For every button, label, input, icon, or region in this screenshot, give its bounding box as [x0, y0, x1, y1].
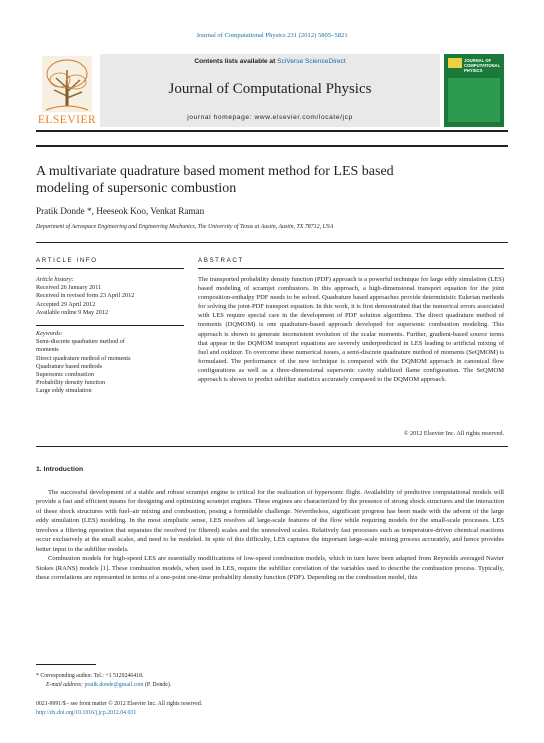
cover-badge	[448, 58, 462, 68]
affiliation-rule	[36, 242, 508, 243]
author-affiliation: Department of Aerospace Engineering and Engineering Mechanics, The University of Texas at Austin, Austin, TX 78712, USA	[36, 224, 334, 230]
history-accepted: Accepted 29 April 2012	[36, 300, 96, 308]
sciencedirect-link[interactable]: SciVerse ScienceDirect	[277, 58, 346, 65]
keyword: moments	[36, 346, 59, 354]
email-label: E-mail address:	[46, 682, 85, 688]
copyright: © 2012 Elsevier Inc. All rights reserved.	[403, 430, 504, 437]
keyword: Probability density function	[36, 379, 106, 387]
header-rule	[36, 130, 508, 132]
corresponding-author-note: * Corresponding author. Tel.: +1 5129246418.	[36, 673, 144, 679]
contents-prefix: Contents lists available at	[194, 58, 278, 65]
footnote-rule	[36, 664, 96, 665]
title-line-2: modeling of supersonic combustion	[36, 181, 237, 196]
contents-line	[100, 58, 440, 65]
issn-line: 0021-9991/$ - see front matter © 2012 Elsevier Inc. All rights reserved.	[36, 701, 203, 707]
journal-homepage[interactable]: journal homepage: www.elsevier.com/locate/jcp	[187, 114, 353, 121]
intro-paragraph-2: Combustion models for high-speed LES are essentially modifications of low-speed combustion models, which in turn have been adapted from Reynolds averaged Navier Stokes (RANS) models [1]. These combustion models, when used in LES, require the subfilter correlation of the variables used to describe the combustion process. Typically, these correlations are represented in terms of a one-point one-time probability density function (PDF). Depending on the combustion model, this	[36, 555, 504, 582]
history-revised: Received in revised form 23 April 2012	[36, 292, 135, 300]
history-online: Available online 9 May 2012	[36, 308, 109, 316]
cover-art	[448, 78, 500, 122]
keyword: Supersonic combustion	[36, 371, 94, 379]
abstract-bottom-rule	[36, 446, 508, 447]
email-note	[46, 681, 171, 689]
journal-name: Journal of Computational Physics	[168, 81, 372, 97]
keywords-label: Keywords:	[36, 330, 63, 337]
keyword: Direct quadrature method of moments	[36, 354, 131, 362]
title-line-1: A multivariate quadrature based moment method for LES based	[36, 164, 394, 179]
history-received: Received 26 January 2011	[36, 284, 102, 292]
abstract-text: The transported probability density function (PDF) approach is a powerful technique for large eddy simulation (LES) based modeling of scramjet combustors. In this approach, a high-dimensional transport equation for the joint composition-enthalpy PDF needs to be solved. Quadrature based approaches provide deterministic Eulerian methods for solving the joint-PDF transport equation. In this work, it is first demonstrated that the numerical errors associated with LES require special care in the development of PDF solution algorithms. The direct quadrature method of moments (DQMOM) is one quadrature-based approach developed for supersonic combustion modeling. This approach is shown to generate inconsistent evolution of the scalar moments. Further, gradient-based source terms that appear in the DQMOM transport equations are severely underpredicted in LES leading to artificial mixing of fuel and oxidizer. To overcome these numerical issues, a semi-discrete quadrature method of moments (SeQMOM) is formulated. The performance of the new technique is compared with the DQMOM approach in canonical flow configurations as well as a three-dimensional supersonic cavity stabilized flame configuration. The SeQMOM approach is shown to predict subfilter statistics accurately compared to the DQMOM approach.	[198, 276, 504, 384]
journal-citation[interactable]: Journal of Computational Physics 231 (2012) 5805–5821	[196, 32, 348, 39]
section-heading-introduction: 1. Introduction	[36, 466, 84, 473]
abstract-heading: ABSTRACT	[198, 257, 244, 264]
keywords-rule	[36, 325, 184, 326]
keyword: Semi-discrete quadrature method of	[36, 338, 125, 346]
doi-link[interactable]: http://dx.doi.org/10.1016/j.jcp.2012.04.031	[36, 710, 137, 716]
keyword: Large eddy simulation	[36, 387, 92, 395]
article-info-rule	[36, 268, 184, 269]
article-info-heading: ARTICLE INFO	[36, 257, 98, 264]
article-history	[36, 276, 186, 317]
title-top-rule	[36, 145, 508, 147]
elsevier-logo	[36, 54, 98, 128]
keyword: Quadrature based methods	[36, 362, 102, 370]
author-list: Pratik Donde *, Heeseok Koo, Venkat Raman	[36, 206, 205, 216]
journal-cover-image	[444, 54, 504, 127]
email-link[interactable]: pratik.donde@gmail.com	[84, 682, 144, 688]
email-suffix: (P. Donde).	[143, 682, 172, 688]
abstract-rule	[198, 268, 504, 269]
keywords	[36, 330, 186, 396]
article-title	[36, 163, 476, 197]
introduction-body	[36, 488, 504, 583]
history-label: Article history:	[36, 276, 74, 283]
intro-paragraph-1: The successful development of a stable and robust scramjet engine is critical for the realization of hypersonic flight. Availability of predictive computational models will provide a fast and efficient means for designing and optimizing scramjet engines. These engines are characterized by the presence of strong shock structures and the interaction of these shock structures with fuel–air mixing and combustion, posing a formidable challenge. Nevertheless, significant progress has been made with the advent of the large eddy simulation (LES) modeling. In the most simplistic sense, LES resolves all large-scale features of the flow while requiring models for the small-scale processes. LES involves a filtering operation that separates the resolved (or filtered) scales and the unresolved scales. Relatively fast processes such as temperature-driven chemical reactions occur exclusively at the small scales, and need to be modeled. In spite of this difficulty, LES captures the important large-scale mixing process accurately, and hence provides better input to the subfilter models.	[36, 489, 504, 553]
publisher-name: ELSEVIER	[37, 114, 97, 126]
cover-title: JOURNAL OF COMPUTATIONAL PHYSICS	[464, 58, 501, 73]
